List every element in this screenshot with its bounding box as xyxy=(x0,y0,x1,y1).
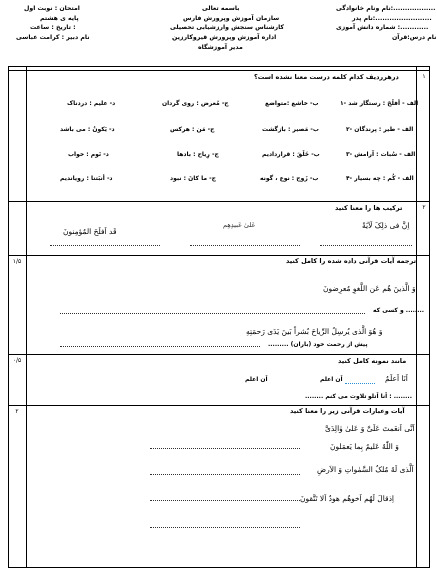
row-divider-3 xyxy=(8,354,430,355)
option-4a: ۴- الف - کُم : چه بسیار xyxy=(346,175,414,182)
question-score-3: ۱/۵ xyxy=(12,258,22,265)
answer-line-5c xyxy=(150,500,300,501)
header-subject: نام درس:قرآن xyxy=(392,34,437,41)
option-4d: د- أنبَتنا : رویاندیم xyxy=(60,175,113,182)
answer-line-2b xyxy=(190,245,300,246)
header-organization: سازمان آموزش وپرورش فارس xyxy=(183,15,280,22)
section3-title: ترجمه آیات قرآنی داده شده را کامل کنید xyxy=(286,257,417,265)
question-score-4: ۰/۵ xyxy=(12,357,22,364)
example-ana-alam-1: اَن اعلم xyxy=(320,376,343,383)
header-father-name: نام پدر:........................ xyxy=(352,15,432,22)
option-4b: ب- زَوج : نوع ، گونه xyxy=(260,175,319,182)
row-divider-1 xyxy=(8,201,430,202)
option-3d: د- نَوم : خواب xyxy=(68,151,109,158)
question-score-5: ۲ xyxy=(15,408,19,415)
example-ana-alamu: اَنَا اَعلَمُ xyxy=(385,374,408,383)
example-ana-alam-2: اَن اعلم xyxy=(245,376,268,383)
option-1c: ج- مُعرض : روی گردان xyxy=(162,100,229,107)
answer-line-2c xyxy=(50,245,160,246)
phrase-ala-abidihim: عَلیٰ عَبیدِهِم xyxy=(223,221,256,229)
option-2b: ب- مَصیر : بازگشت xyxy=(262,126,319,133)
header-education-office: اداره آموزش وپرورش قیروکارزین xyxy=(172,34,277,41)
header-principal: مدیر آموزشگاه xyxy=(198,44,243,51)
question-number-2: ۲ xyxy=(422,204,426,211)
verse-alimun: وَ اللّٰهُ عَلیمٌ بِما یَعمَلونَ xyxy=(330,442,399,451)
verse-riyah-translation: ......... پیش از رحمت خود (باران) xyxy=(268,341,368,348)
header-date-time: تاریخ : ساعت : xyxy=(30,24,76,31)
exercise-ana-atlu: اَنا اَتلو : ........ xyxy=(368,393,412,400)
section2-title: ترکیب ها را معنا کنید xyxy=(335,204,403,212)
row-divider-2 xyxy=(8,255,430,256)
option-2a: ۲- الف - طیر : پرندگان xyxy=(346,126,414,133)
option-4c: ج- ما کانَ : نبود xyxy=(170,175,216,182)
answer-line-5b xyxy=(150,474,300,475)
verse-anamta: اَنَّی اَنعَمتَ عَلَیَّ وَ عَلیٰ وٰالِدَیَّ xyxy=(325,424,415,433)
phrase-inna-fi-dhalika: اِنَّ فی ذلِکَ لَآیَةً xyxy=(362,221,410,230)
option-1a: ۱- الف - أفلَحَ : رستگار شد xyxy=(340,100,419,107)
section5-title: آیات وعبارات قرآنی زیر را معنا کنید xyxy=(290,407,405,415)
option-2d: د- یَکونُ : می باشد xyxy=(60,126,115,133)
header-exam-round: امتحان : نوبت اول xyxy=(24,5,80,12)
verse-mulk: اَلَّذی لَهُ مُلکُ السَّمٰواتِ وَ الاَرضِ xyxy=(317,465,414,474)
header-student-id: شماره دانش آموزی :............ xyxy=(336,24,429,31)
number-column-divider xyxy=(416,66,417,568)
verse-hud: اِذقالَ لَهُم اَخوهُم هودٌ اَلا تَتَّقونَ xyxy=(300,494,394,503)
verse-riyah: وَ هُوَ الَّذی یُرسِلُ الرِّیاحَ بُشراً بَینَ یَدَی رَحمَتِهِ xyxy=(246,327,383,336)
score-column-divider xyxy=(26,66,27,568)
section4-title: مانند نمونه کامل کنید xyxy=(338,357,407,365)
option-3b: ب- خَلَقَ : قراردادیم xyxy=(262,151,320,158)
header-basmala: باسمه تعالی xyxy=(202,5,240,12)
example-answer-line xyxy=(345,383,375,384)
exercise-tilawat: ........ تلاوت می کنم xyxy=(305,393,367,400)
section1-title: درهرردیف کدام کلمه درست معنا نشده است؟ xyxy=(254,73,399,81)
option-2c: ج- مَن : هرکس xyxy=(170,126,215,133)
question-number-1: ۱ xyxy=(422,73,426,80)
option-3a: ۳- الف - سُبات : آرامش xyxy=(346,151,416,158)
verse-laghw-translation: و کسی که ........ xyxy=(373,307,425,314)
verse-laghw: وَ الَّذینَ هُم عَن اللَّغوِ مُعرِضونَ xyxy=(323,284,416,293)
header-grade: پایه ی هشتم xyxy=(40,15,79,22)
header-assessment-office: کارشناس سنجش وارزشیابی تحصیلی xyxy=(170,24,285,31)
row-divider-4 xyxy=(8,405,430,406)
exam-table xyxy=(8,66,430,568)
table-top-rule xyxy=(8,70,430,71)
answer-line-3b xyxy=(60,346,260,347)
answer-line-3a xyxy=(60,313,365,314)
option-1d: د- علیم : دردناک xyxy=(67,100,116,107)
header-student-name: نام ونام خانوادگی:.................. xyxy=(336,5,436,12)
answer-line-2a xyxy=(320,245,412,246)
answer-line-5d xyxy=(150,527,300,528)
option-1b: ب- خاشع :متواضع xyxy=(265,100,319,107)
header-teacher: نام دبیر : کرامت عباسی xyxy=(16,34,90,41)
answer-line-5a xyxy=(150,448,300,449)
phrase-qad-aflaha: قَد اَفلَحَ المُؤمِنونَ xyxy=(63,227,117,236)
option-3c: ج- رِیاح : بادها xyxy=(177,151,219,158)
